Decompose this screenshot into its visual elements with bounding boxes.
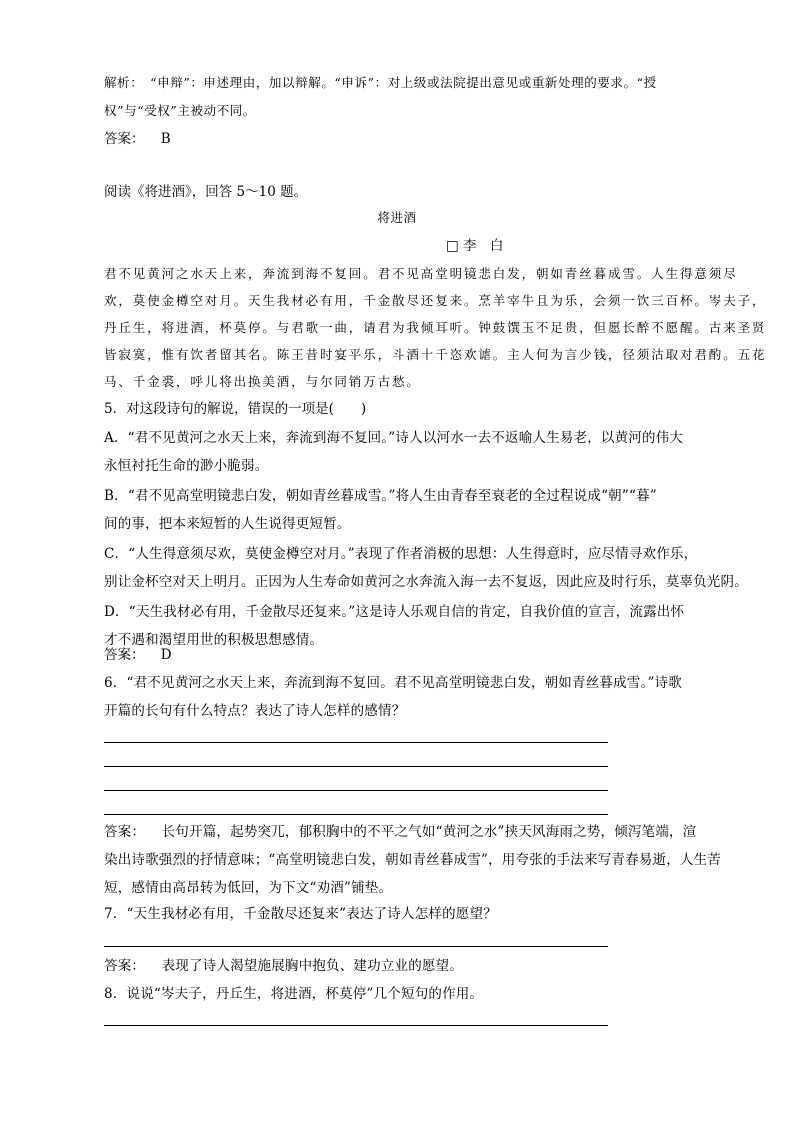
- analysis-line-1: 解析： “申辩”：申述理由，加以辩解。“申诉”：对上级或法院提出意见或重新处理的要求。“授: [104, 75, 657, 90]
- poem-title: 将进酒: [377, 210, 417, 225]
- answer-blank-line[interactable]: [104, 790, 608, 791]
- q5-option-b-line-1: B．“君不见高堂明镜悲白发，朝如青丝暮成雪。”将人生由青春至衰老的全过程说成“朝”“暮”: [104, 488, 657, 504]
- q5-option-b-line-2: 间的事，把本来短暂的人生说得更短暂。: [104, 516, 351, 532]
- poem-line: 皆寂寞，惟有饮者留其名。陈王昔时宴平乐，斗酒十千恣欢谑。主人何为言少钱，径须沽取对君酌。五花: [104, 347, 767, 362]
- answer-blank-line[interactable]: [104, 1025, 608, 1026]
- poem-line: 丹丘生，将进酒，杯莫停。与君歌一曲，请君为我倾耳听。钟鼓馔玉不足贵，但愿长醉不愿醒。古来圣贤: [104, 320, 767, 335]
- analysis-line-2: 权”与“受权”主被动不同。: [104, 103, 256, 118]
- q5-option-c-line-2: 别让金杯空对天上明月。正因为人生寿命如黄河之水奔流入海一去不复返，因此应及时行乐，莫辜负光阴。: [104, 574, 748, 590]
- q6-answer-line-2: 染出诗歌强烈的抒情意味；“高堂明镜悲白发，朝如青丝暮成雪”，用夸张的手法来写青春易逝，人生苦: [104, 852, 722, 868]
- q6-answer-line-3: 短，感情由高昂转为低回，为下文“劝酒”铺垫。: [104, 880, 393, 896]
- answer-blank-line[interactable]: [104, 742, 608, 743]
- q6-stem-line-1: 6．“君不见黄河之水天上来，奔流到海不复回。君不见高堂明镜悲白发，朝如青丝暮成雪。”诗歌: [104, 675, 682, 691]
- q6-stem-line-2: 开篇的长句有什么特点？表达了诗人怎样的感情？: [104, 703, 406, 719]
- answer-text: 长句开篇，起势突兀，郁积胸中的不平之气如“黄河之水”挟天风海雨之势，倾泻笔端，渲: [161, 824, 697, 840]
- answer-value: D: [160, 647, 172, 663]
- previous-answer: [104, 129, 171, 149]
- answer-text: 表现了诗人渴望施展胸中抱负、建功立业的愿望。: [161, 958, 464, 974]
- q5-answer: [104, 645, 172, 665]
- q7-stem: 7．“天生我材必有用，千金散尽还复来”表达了诗人怎样的愿望？: [104, 906, 497, 922]
- answer-label: 答案：: [104, 647, 145, 663]
- q5-option-a-line-2: 永恒衬托生命的渺小脆弱。: [104, 458, 269, 474]
- answer-blank-line[interactable]: [104, 814, 608, 815]
- answer-blank-line[interactable]: [104, 766, 608, 767]
- answer-blank-line[interactable]: [104, 946, 608, 947]
- q6-answer-line-1: [104, 822, 696, 842]
- q5-option-d-line-1: D．“天生我材必有用，千金散尽还复来。”这是诗人乐观自信的肯定，自我价值的宣言，流露出怀: [104, 604, 685, 620]
- poem-author: □ 李 白: [446, 238, 504, 254]
- reading-intro: 阅读《将进酒》，回答 5～10 题。: [104, 184, 308, 200]
- poem-line: 欢，莫使金樽空对月。天生我材必有用，千金散尽还复来。烹羊宰牛且为乐，会须一饮三百杯。岑夫子，: [104, 293, 767, 308]
- q5-stem: 5．对这段诗句的解说，错误的一项是( ): [104, 401, 367, 417]
- poem-line: 君不见黄河之水天上来，奔流到海不复回。君不见高堂明镜悲白发，朝如青丝暮成雪。人生得意须尽: [104, 266, 738, 281]
- q8-stem: 8．说说“岑夫子，丹丘生，将进酒，杯莫停”几个短句的作用。: [104, 986, 484, 1002]
- answer-label: 答案：: [104, 958, 146, 974]
- q5-option-a-line-1: A．“君不见黄河之水天上来，奔流到海不复回。”诗人以河水一去不返喻人生易老，以黄河的伟大: [104, 430, 684, 446]
- answer-label: 答案：: [104, 131, 145, 147]
- q5-option-c-line-1: C．“人生得意须尽欢，莫使金樽空对月。”表现了作者消极的思想：人生得意时，应尽情寻欢作乐，: [104, 546, 698, 562]
- q7-answer: [104, 956, 463, 976]
- poem-line: 马、千金裘，呼儿将出换美酒，与尔同销万古愁。: [104, 374, 421, 389]
- answer-label: 答案：: [104, 824, 146, 840]
- q5-option-d-line-2: 才不遇和渴望用世的积极思想感情。: [104, 632, 324, 648]
- answer-value: B: [160, 131, 171, 147]
